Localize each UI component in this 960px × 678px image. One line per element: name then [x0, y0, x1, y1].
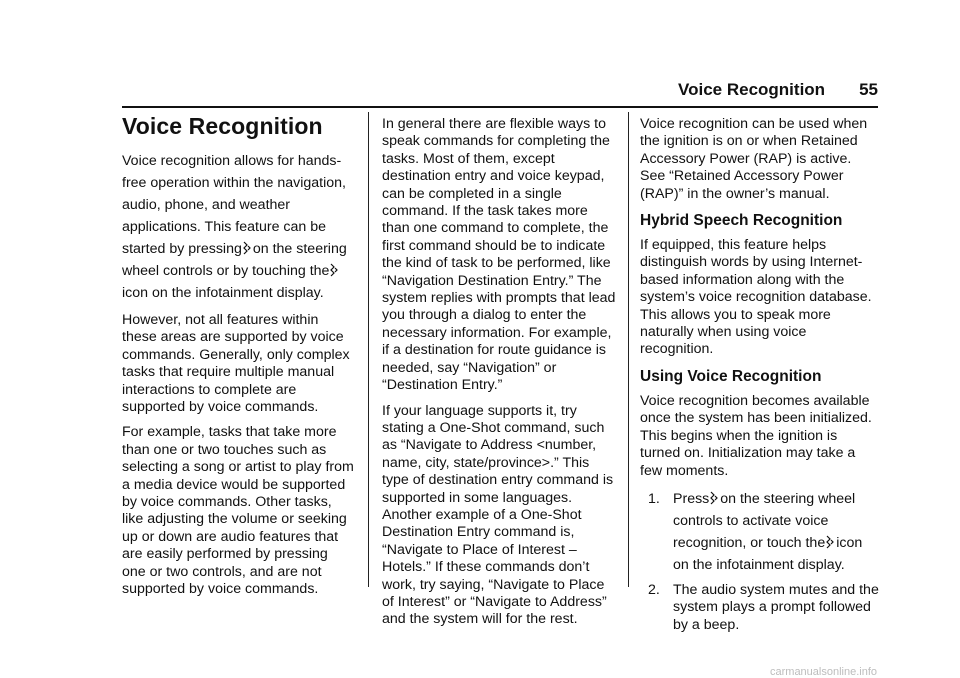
paragraph-ignition: Voice recognition can be used when the ignition is on or when Retained Accessory Power (RAP) is active. See “Retained Accessory Power (RAP)” in the owner’s manual.	[640, 116, 868, 202]
paragraph-one-shot: If your language supports it, try stating a One-Shot command, such as “Navigate to Address <number, name, city, state/province>.” This type of destination entry command is supported in some languages. Another example of a One-Shot Destination Entry command is, “Navigate to Place of Interest – Hotels.” If these commands don’t work, try saying, “Navigate to Place of Interest” or “Navigate to Address” and the system will for the rest.	[382, 402, 614, 628]
column-3	[640, 116, 880, 640]
column-1	[122, 112, 354, 607]
intro-text-b: on the steering wheel controls or by touching the	[122, 241, 347, 279]
page-title: Voice Recognition	[122, 113, 323, 139]
page-number: 55	[859, 80, 878, 99]
voice-recognition-icon	[243, 241, 251, 255]
paragraph-support: However, not all features within these areas are supported by voice commands. Generally, only complex tasks that require multiple manual interactions to complete are supported by voice commands.	[122, 312, 350, 416]
voice-recognition-icon	[710, 491, 718, 505]
step1-text-c: icon on the infotainment display.	[673, 534, 863, 573]
watermark: carmanualsonline.info	[770, 666, 878, 678]
paragraph-flexible-commands: In general there are flexible ways to speak commands for completing the tasks. Most of them, except destination entry and voice keypad, can be completed in a single command. If the task takes more than one command to complete, the first command should be to indicate the kind of task to be performed, like “Navigation Destination Entry.” The system replies with prompts that lead you through a dialog to enter the necessary information. For example, if a destination for route guidance is needed, say “Navigation” or “Destination Entry.”	[382, 116, 616, 394]
heading-hybrid-speech: Hybrid Speech Recognition	[640, 212, 843, 230]
header-rule	[122, 106, 878, 108]
column-2	[382, 116, 618, 637]
paragraph-hybrid-speech: If equipped, this feature helps distinguish words by using Internet-based information along with the system’s voice recognition database. This allows you to speak more naturally when using voice recognition.	[640, 237, 872, 358]
intro-text-a: Voice recognition allows for hands-free operation within the navigation, audio, phone, and weather applications. This feature can be started by pressing	[122, 153, 346, 257]
step-number: 2.	[648, 581, 660, 598]
step-text	[673, 488, 880, 576]
intro-paragraph	[122, 150, 354, 304]
running-header	[640, 80, 878, 100]
voice-recognition-icon	[826, 535, 834, 549]
column-divider-2	[628, 112, 629, 587]
step1-text-a: Press	[673, 490, 710, 507]
list-item	[648, 488, 880, 576]
header-section-title: Voice Recognition	[678, 80, 826, 99]
intro-text-c: icon on the infotainment display.	[122, 285, 324, 301]
steps-list	[640, 488, 880, 634]
list-item	[648, 582, 880, 634]
column-divider-1	[368, 112, 369, 587]
paragraph-examples: For example, tasks that take more than one or two touches such as selecting a song or artist to play from a media device would be supported by voice commands. Other tasks, like adjusting the volume or seeking up or down are audio features that are easily performed by pressing one or two controls, and are not supported by voice commands.	[122, 424, 354, 598]
voice-recognition-icon	[330, 263, 338, 277]
step1-text-b: on the steering wheel controls to activate voice recognition, or touch the	[673, 490, 856, 551]
step-number: 1.	[648, 490, 660, 507]
step-text: The audio system mutes and the system plays a prompt followed by a beep.	[673, 581, 879, 633]
paragraph-using-voice: Voice recognition becomes available once the system has been initialized. This begins when the ignition is turned on. Initialization may take a few moments.	[640, 392, 872, 479]
heading-using-voice: Using Voice Recognition	[640, 367, 822, 385]
